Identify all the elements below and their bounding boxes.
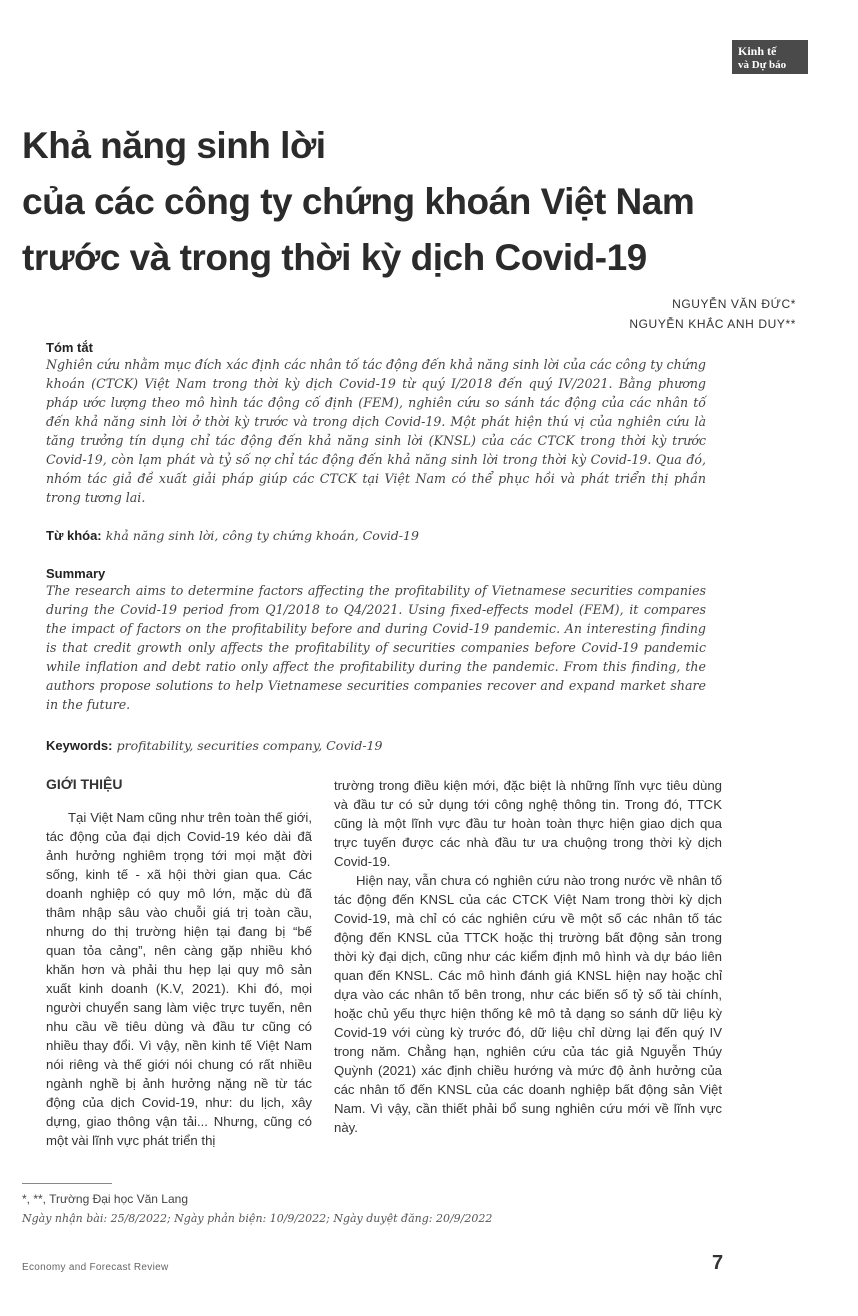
abstract-vi-text: Nghiên cứu nhằm mục đích xác định các nhân tố tác động đến khả năng sinh lời của các công ty chứng khoán (CTCK) Việt Nam trong thời kỳ dịch Covid-19 từ quý I/2018 đến quý IV/2021. Bằng phương pháp ước lượng theo mô hình tác động cố định (FEM), nghiên cứu so sánh tác động của các nhân tố đến khả năng sinh lời ở thời kỳ trước và trong dịch Covid-19. Một phát hiện thú vị của nghiên cứu là tăng trưởng tín dụng chỉ tác động đến khả năng sinh lời (KNSL) của các CTCK trong thời kỳ trước Covid-19, còn lạm phát và tỷ số nợ chỉ tác động đến khả năng sinh lời trong thời kỳ Covid-19. Qua đó, nhóm tác giả đề xuất giải pháp giúp các CTCK tại Việt Nam có thể phục hồi và phát triển thị phần trong tương lai. [46, 357, 706, 505]
column-right [334, 776, 722, 1137]
keywords-vi [46, 528, 706, 544]
footnote-rule [22, 1183, 112, 1184]
col2-paragraph-2: Hiện nay, vẫn chưa có nghiên cứu nào trong nước về nhân tố tác động đến KNSL của các CTCK Việt Nam trong thời kỳ dịch Covid-19, mà chỉ có các nghiên cứu về một số các nhân tố tác động đến KNSL của TTCK hoặc thị trường bất động sản trong thời kỳ đại dịch, cũng như các kiểm định mô hình và dự báo liên quan đến KNSL. Các mô hình đánh giá KNSL hiện nay hoặc chỉ dựa vào các nhân tố bên trong, như các biến số tỷ số tài chính, hoặc chủ yếu thực hiện thống kê mô tả dạng so sánh dữ liệu kỳ Covid-19 với cùng kỳ trước đó, dữ liệu chỉ dừng lại đến quý IV trong năm. Chẳng hạn, nghiên cứu của tác giả Nguyễn Thúy Quỳnh (2021) xác định chiều hướng và mức độ ảnh hưởng của các nhân tố đến KNSL của các doanh nghiệp bất động sản Việt Nam. Vì vậy, cần thiết phải bổ sung nghiên cứu mới về lĩnh vực này. [334, 873, 722, 1135]
title-line-2: của các công ty chứng khoán Việt Nam [22, 181, 695, 222]
article-title [22, 118, 842, 286]
footer-journal: Economy and Forecast Review [22, 1262, 169, 1273]
col1-paragraph: Tại Việt Nam cũng như trên toàn thế giới, tác động của đại dịch Covid-19 kéo dài đã ảnh hưởng nghiêm trọng tới mọi mặt đời sống, kinh tế - xã hội thời gian qua. Các doanh nghiệp có quy mô lớn, mặc dù đã thâm nhập sâu vào chuỗi giá trị toàn cầu, nhưng do thị trường hiện tại đang bị “bế quan tỏa cảng”, nên càng gặp nhiều khó khăn hơn và phải thu hẹp lại quy mô sản xuất kinh doanh (K.V, 2021). Khi đó, mọi người chuyển sang làm việc trực tuyến, nên nhu cầu về tiêu dùng và đầu tư cũng có nhiều thay đổi. Vì vậy, nền kinh tế Việt Nam nói riêng và thế giới nói chung có rất nhiều ngành nghề bị ảnh hưởng nặng nề từ tác động của dịch Covid-19, như: du lịch, xây dựng, giao thông vận tải... Nhưng, cũng có một vài lĩnh vực phát triển thị [46, 810, 312, 1148]
author-1: NGUYỄN VĂN ĐỨC* [672, 297, 796, 311]
page-number: 7 [712, 1252, 724, 1274]
abstract-vi [46, 340, 706, 507]
badge-line-1: Kinh tế [738, 44, 777, 58]
keywords-en-label: Keywords: [46, 738, 113, 753]
col2-paragraph-1: trường trong điều kiện mới, đặc biệt là những lĩnh vực tiêu dùng và đầu tư có sử dụng tới công nghệ thông tin. Trong đó, TTCK cũng là một lĩnh vực đầu tư hoàn toàn thực hiện giao dịch qua trực tuyến được các nhà đầu tư ưa chuộng trong thời kỳ dịch Covid-19. [334, 778, 722, 869]
author-2: NGUYỄN KHẮC ANH DUY** [629, 317, 796, 331]
authors [629, 294, 796, 334]
keywords-en-text: profitability, securities company, Covid-19 [116, 738, 383, 753]
abstract-en [46, 566, 706, 714]
badge-line-2: và Dự báo [738, 59, 787, 71]
keywords-vi-text: khả năng sinh lời, công ty chứng khoán, Covid-19 [105, 528, 419, 543]
column-left [46, 808, 312, 1150]
title-line-1: Khả năng sinh lời [22, 125, 326, 166]
keywords-vi-label: Từ khóa: [46, 528, 102, 543]
journal-badge [732, 40, 808, 74]
footnote-affiliation: *, **, Trường Đại học Văn Lang [22, 1192, 188, 1206]
footnote-dates: Ngày nhận bài: 25/8/2022; Ngày phản biện: 10/9/2022; Ngày duyệt đăng: 20/9/2022 [22, 1212, 493, 1225]
keywords-en [46, 738, 706, 754]
abstract-vi-heading: Tóm tắt [46, 340, 93, 355]
title-line-3: trước và trong thời kỳ dịch Covid-19 [22, 237, 647, 278]
abstract-en-text: The research aims to determine factors affecting the profitability of Vietnamese securities companies during the Covid-19 period from Q1/2018 to Q4/2021. Using fixed-effects model (FEM), it compares the impact of factors on the profitability before and during Covid-19 pandemic. An interesting finding is that credit growth only affects the profitability of securities companies before Covid-19 pandemic while inflation and debt ratio only affect the profitability during the pandemic. From this finding, the authors propose solutions to help Vietnamese securities companies recover and expand market share in the future. [46, 583, 706, 712]
section-heading: GIỚI THIỆU [46, 776, 123, 792]
abstract-en-heading: Summary [46, 566, 106, 581]
